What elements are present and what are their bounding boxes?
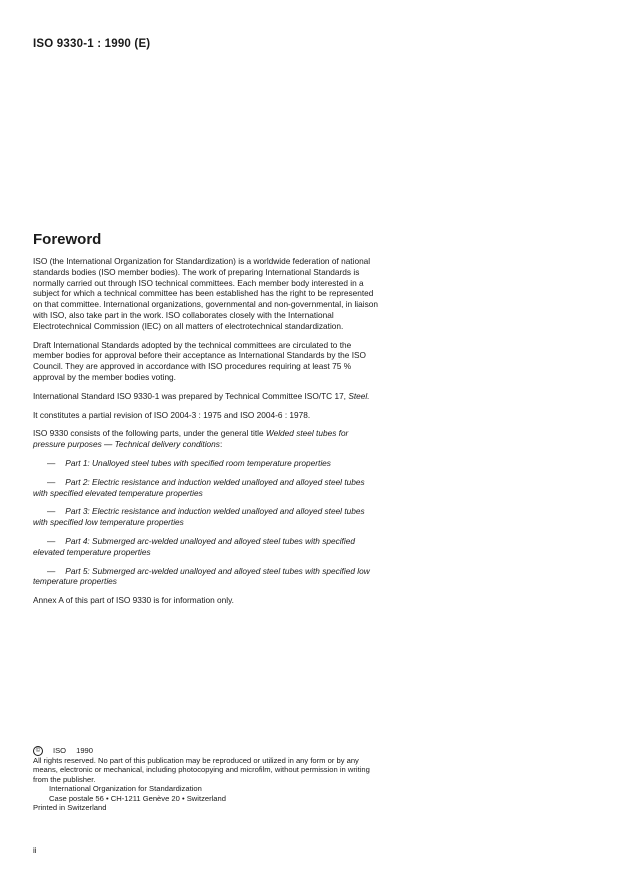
paragraph-prepared-by <box>33 391 380 402</box>
copyright-year: 1990 <box>76 746 93 756</box>
copyright-line <box>33 746 383 756</box>
parts-intro-text: ISO 9330 consists of the following parts, under the general title <box>33 428 264 439</box>
part-4-text: Part 4: Submerged arc-welded unalloyed and alloyed steel tubes with specified elevated temperature properties <box>33 535 355 557</box>
copyright-block <box>33 746 383 812</box>
paragraph-partial-revision: It constitutes a partial revision of ISO 2004-3 : 1975 and ISO 2004-6 : 1978. <box>33 409 311 420</box>
standard-id-header: ISO 9330-1 : 1990 (E) <box>33 38 151 50</box>
list-item <box>33 536 380 558</box>
copyright-org: ISO <box>53 746 67 756</box>
dash: — <box>47 565 56 576</box>
dash: — <box>47 535 56 546</box>
organization-address: Case postale 56 • CH-1211 Genève 20 • Switzerland <box>49 793 226 803</box>
page-number: ii <box>33 846 37 855</box>
parts-intro-colon: : <box>219 439 223 450</box>
committee-name: Steel. <box>348 390 370 401</box>
paragraph-draft-standards: Draft International Standards adopted by the technical committees are circulated to the member bodies for approval before their acceptance as International Standards by the ISO Council. They are approved in accordance with ISO procedures requiring at least 75 % approval by the member bodies voting. <box>33 339 366 382</box>
foreword-title: Foreword <box>33 231 102 248</box>
dash: — <box>47 476 56 487</box>
paragraph-parts-intro <box>33 428 380 450</box>
copyright-icon: © <box>33 746 43 756</box>
general-title: Welded steel tubes for pressure purposes — Technical delivery conditions <box>33 428 349 450</box>
prepared-by-text: International Standard ISO 9330-1 was prepared by Technical Committee ISO/TC 17, <box>33 390 346 401</box>
rights-statement: All rights reserved. No part of this publication may be reproduced or utilized in any form or by any means, electronic or mechanical, including photocopying and microfilm, without permission in writing from the publisher. <box>33 756 370 784</box>
paragraph-annex-note: Annex A of this part of ISO 9330 is for information only. <box>33 595 234 606</box>
list-item <box>33 506 380 528</box>
part-1-text: Part 1: Unalloyed steel tubes with specified room temperature properties <box>65 457 331 468</box>
parts-list <box>33 458 380 587</box>
list-item <box>33 477 380 499</box>
organization-name: International Organization for Standardization <box>49 784 202 794</box>
dash: — <box>47 506 56 517</box>
foreword-body <box>33 256 380 614</box>
paragraph-iso-intro: ISO (the International Organization for Standardization) is a worldwide federation of national standards bodies (ISO member bodies). The work of preparing International Standards is normally carried out through ISO technical committees. Each member body interested in a subject for which a technical committee has been established has the right to be represented on that committee. International organizations, governmental and non-governmental, in liaison with ISO, also take part in the work. ISO collaborates closely with the International Electrotechnical Commission (IEC) on all matters of electrotechnical standardization. <box>33 256 378 331</box>
list-item <box>33 566 380 588</box>
part-2-text: Part 2: Electric resistance and induction welded unalloyed and alloyed steel tubes with specified elevated temperature properties <box>33 476 365 498</box>
part-5-text: Part 5: Submerged arc-welded unalloyed and alloyed steel tubes with specified low temperature properties <box>33 565 370 587</box>
dash: — <box>47 457 56 468</box>
list-item <box>33 458 380 469</box>
printed-in: Printed in Switzerland <box>33 803 107 813</box>
part-3-text: Part 3: Electric resistance and induction welded unalloyed and alloyed steel tubes with specified low temperature properties <box>33 506 365 528</box>
